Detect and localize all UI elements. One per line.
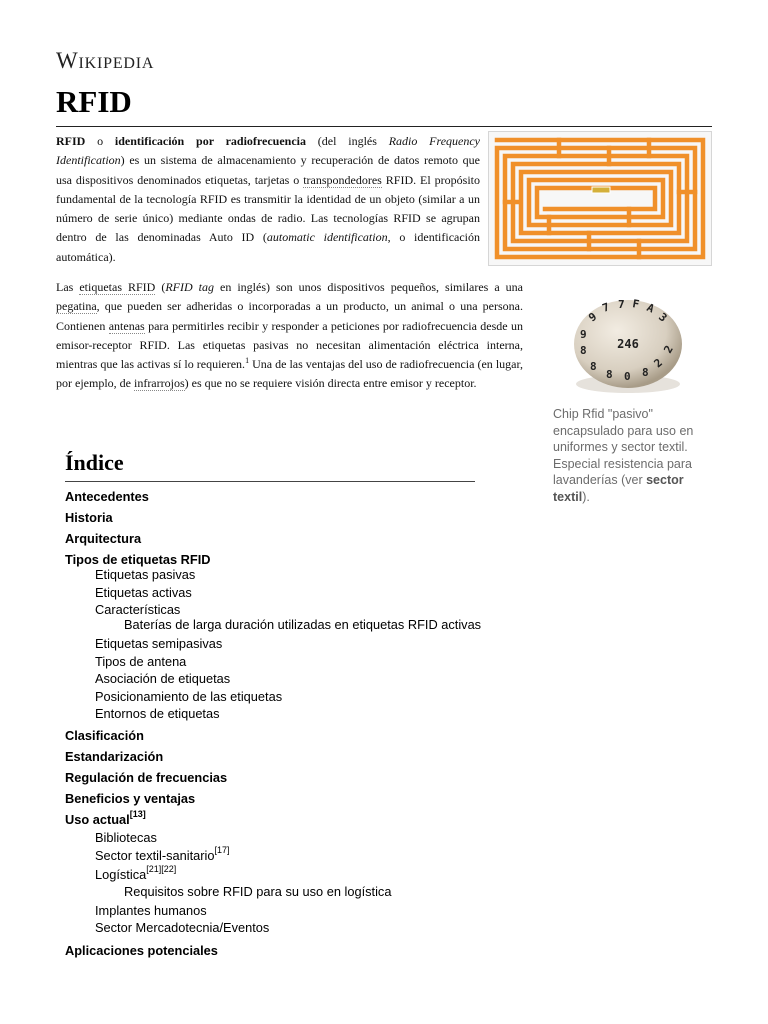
toc-subsubitem[interactable] [124,617,481,632]
toc-title: Índice [65,450,124,475]
link-etiquetas-rfid[interactable]: etiquetas RFID [79,280,156,294]
para-text: ( [155,280,166,294]
intro-bold-term: identificación por radiofrecuencia [114,134,307,148]
toc-subitem[interactable] [95,636,222,651]
intro-text: , o identificación automática). [56,230,481,264]
figure-caption [553,406,703,505]
toc-item-label: Etiquetas pasivas [95,567,196,582]
toc-subitem[interactable] [95,903,207,918]
svg-text:7: 7 [600,300,612,315]
svg-text:2: 2 [661,343,676,356]
link-sector-textil[interactable]: sector textil [553,473,684,504]
toc-item-label: Etiquetas semipasivas [95,636,223,651]
chip-center-number: 246 [617,337,639,351]
toc-item-label: Arquitectura [65,531,142,546]
toc-reference[interactable]: [21][22] [146,864,177,874]
intro-o: o [85,134,115,148]
toc-reference[interactable]: [13] [129,809,146,819]
intro-paragraph [56,132,480,267]
toc-subitem[interactable] [95,845,230,863]
toc-item[interactable] [65,510,113,525]
toc-item-label: Historia [65,510,113,525]
toc-item-label: Antecedentes [65,489,149,504]
toc-item[interactable] [65,552,211,567]
svg-text:7: 7 [618,298,625,311]
para-text: ) es que no se requiere visión directa entre emisor y receptor. [184,376,477,391]
svg-text:9: 9 [586,310,600,325]
wikipedia-wordmark[interactable]: Wikipedia [56,48,155,73]
toc-subitem[interactable] [95,864,177,882]
toc-item[interactable] [65,728,144,743]
toc-item-label: Asociación de etiquetas [95,671,231,686]
reference-1[interactable]: 1 [245,356,250,366]
toc-subitem[interactable] [95,585,192,600]
link-transpondedores[interactable]: transpondedores [303,172,382,187]
toc-item-label: Estandarización [65,749,164,764]
intro-term: RFID [56,134,86,148]
toc-item[interactable] [65,943,218,958]
caption-text: Chip Rfid "pasivo" encapsulado para uso en uniformes y sector textil. Especial resistencia para lavanderías (ver [553,407,694,487]
svg-text:8: 8 [642,366,649,379]
link-antenas[interactable]: antenas [108,318,145,333]
toc-item-label: Tipos de antena [95,654,187,669]
passive-chip-image[interactable] [552,288,706,400]
rfid-antenna-image[interactable] [488,131,712,266]
svg-text:3: 3 [656,310,670,325]
link-pegatina[interactable]: pegatina [56,299,97,314]
svg-text:A: A [644,300,657,316]
svg-text:0: 0 [624,370,631,383]
toc-item[interactable] [65,531,141,546]
toc-reference[interactable]: [17] [214,845,230,855]
toc-subitem[interactable] [95,830,157,845]
para-text: Las [56,280,80,294]
toc-item[interactable] [65,809,146,827]
toc-item-label: Características [95,602,181,617]
svg-text:8: 8 [590,360,597,373]
toc-item-label: Beneficios y ventajas [65,791,196,806]
para-text: Una de las ventajas del uso de radiofrecuencia (en lugar, por ejemplo, de [56,357,523,391]
toc-subsubitem[interactable] [124,884,391,899]
toc-item-label: Posicionamiento de las etiquetas [95,689,283,704]
para-text: , que pueden ser adheridas o incorporadas a un producto, un animal o una persona. Contienen [56,299,523,333]
toc-subitem[interactable] [95,654,186,669]
title-divider [56,126,712,127]
intro-italic-term: Radio Frequency Identification [56,134,480,168]
toc-item-label: Regulación de frecuencias [65,770,228,785]
svg-text:2: 2 [651,356,666,371]
toc-item-label: Uso actual [65,812,130,827]
intro-text: RFID. El propósito fundamental de la tecnología RFID es transmitir la identidad de un objeto (similar a un número de serie único) mediante ondas de radio. Las tecnologías RFID se agrupan dentro de las denominadas Auto ID ( [56,172,480,245]
tags-paragraph [56,278,523,394]
toc-item[interactable] [65,791,195,806]
toc-subitem[interactable] [95,920,269,935]
para-text: en inglés) son unos dispositivos pequeños, similares a una [214,280,524,294]
toc-item[interactable] [65,749,163,764]
toc-subitem[interactable] [95,689,282,704]
toc-item-label: Sector Mercadotecnia/Eventos [95,920,270,935]
caption-end: ). [582,489,590,504]
toc-item-label: Implantes humanos [95,903,207,918]
toc-item-label: Etiquetas activas [95,585,192,600]
toc-item-label: Clasificación [65,728,144,743]
toc-item[interactable] [65,770,227,785]
toc-subitem[interactable] [95,706,220,721]
intro-italic-auto: automatic identification [266,230,388,245]
svg-text:9: 9 [580,328,587,341]
para-text: para permitirles recibir y responder a peticiones por radiofrecuencia desde un emisor-receptor RFID. Las etiquetas pasivas no necesitan alimentación eléctrica interna, mientras que las activas sí lo requieren. [56,318,523,372]
maze-antenna-graphic [489,132,711,265]
link-infrarrojos[interactable]: infrarrojos [133,376,185,391]
toc-subitem[interactable] [95,567,195,582]
intro-text: ) es un sistema de almacenamiento y recuperación de datos remoto que usa dispositivos denominados etiquetas, tarjetas o [56,153,480,187]
toc-subitem[interactable] [95,602,180,617]
italic-rfid-tag: RFID tag [165,280,215,294]
toc-subitem[interactable] [95,671,230,686]
toc-item-label: Entornos de etiquetas [95,706,220,721]
toc-item-label: Tipos de etiquetas RFID [65,552,211,567]
toc-item-label: Requisitos sobre RFID para su uso en logística [124,884,392,899]
intro-text: (del inglés [306,134,389,148]
svg-text:8: 8 [580,344,587,357]
toc-item-label: Bibliotecas [95,830,157,845]
rfid-chip-graphic [552,288,706,400]
toc-item[interactable] [65,489,149,504]
toc-item-label: Logística [95,867,147,882]
toc-item-label: Sector textil-sanitario [95,848,215,863]
page-title: RFID [56,84,132,119]
svg-text:F: F [631,297,641,312]
toc-item-label: Baterías de larga duración utilizadas en etiquetas RFID activas [124,617,482,632]
toc-item-label: Aplicaciones potenciales [65,943,218,958]
toc-divider [65,481,475,482]
svg-text:8: 8 [606,368,613,381]
